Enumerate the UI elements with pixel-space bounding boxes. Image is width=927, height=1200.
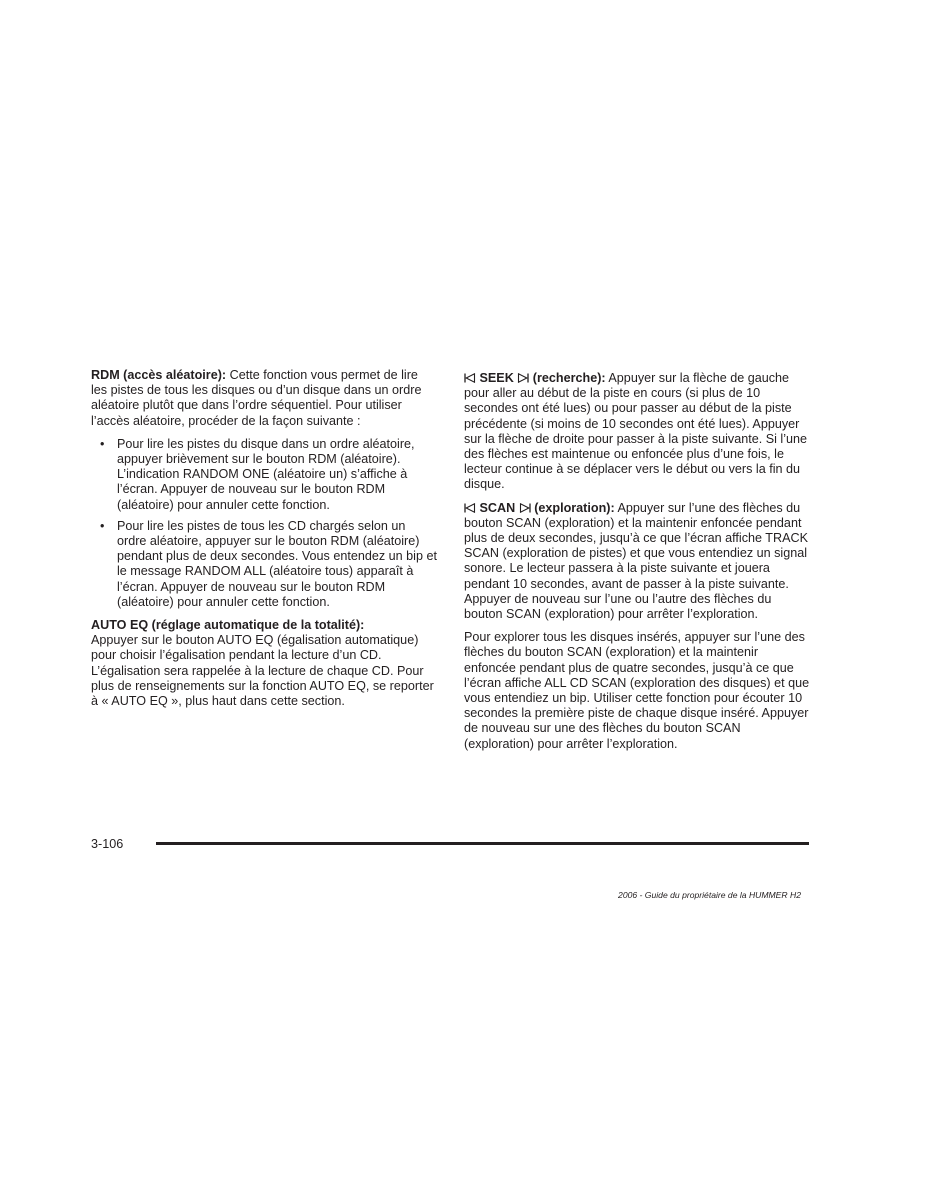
bullet-icon: • bbox=[100, 436, 105, 451]
seek-text: Appuyer sur la flèche de gauche pour aller au début de la piste en cours (si plus de 10 secondes ont été lues) ou pour passer au début de la piste précédente (si moins de 10 secondes ont été lues). Appuyer sur la flèche de droite pour passer à la piste suivante. Si l’une des flèches est maintenue ou enfoncée plus d’une fois, le lecteur continue à se déplacer vers le début ou vers la fin du disque. bbox=[464, 371, 808, 492]
footer-text: 2006 - Guide du propriétaire de la HUMMER H2 bbox=[618, 890, 801, 900]
list-item bbox=[91, 519, 437, 610]
rdm-text: Cette fonction vous permet de lire les pistes de tous les disques ou d’un disque dans un ordre aléatoire plutôt que dans l’ordre séquentiel. Pour utiliser l’accès aléatoire, procéder de la façon suivante : bbox=[91, 368, 422, 428]
rdm-bullet-list bbox=[91, 437, 437, 610]
scan-back-icon bbox=[464, 503, 476, 513]
autoeq-text: Appuyer sur le bouton AUTO EQ (égalisation automatique) pour choisir l’égalisation pendant la lecture d’un CD. L’égalisation sera rappelée à la lecture de chaque CD. Pour plus de renseignements sur la fonction AUTO EQ, se reporter à « AUTO EQ », plus haut dans cette section. bbox=[91, 633, 434, 709]
seek-paragraph bbox=[464, 371, 810, 493]
scan-forward-icon bbox=[519, 503, 531, 513]
list-item bbox=[91, 437, 437, 513]
autoeq-heading: AUTO EQ (réglage automatique de la totalité): bbox=[91, 618, 365, 633]
right-column bbox=[464, 371, 810, 760]
seek-forward-icon bbox=[517, 373, 529, 383]
scan-text: Appuyer sur l’une des flèches du bouton SCAN (exploration) et la maintenir enfoncée pendant plus de deux secondes, jusqu’à ce que l’écran affiche TRACK SCAN (exploration de pistes) et que vous entendiez un signal sonore. Le lecteur passera à la piste suivante et jouera pendant 10 secondes, avant de passer à la piste suivante. Appuyer de nouveau sur l’une ou l’autre des flèches du bouton SCAN (exploration) pour arrêter l’exploration. bbox=[464, 500, 808, 622]
seek-back-icon bbox=[464, 373, 476, 383]
bullet-icon: • bbox=[100, 518, 105, 533]
scan-paragraph bbox=[464, 501, 810, 623]
scan-suffix: (exploration): bbox=[534, 500, 615, 515]
footer-rule bbox=[156, 842, 809, 845]
rdm-heading: RDM (accès aléatoire): bbox=[91, 368, 227, 382]
seek-suffix: (recherche): bbox=[532, 371, 606, 385]
scan-all-paragraph bbox=[464, 630, 810, 752]
page-number: 3-106 bbox=[91, 837, 124, 851]
seek-label: SEEK bbox=[479, 371, 514, 385]
rdm-paragraph bbox=[91, 368, 437, 429]
bullet-text: Pour lire les pistes de tous les CD chargés selon un ordre aléatoire, appuyer sur le bouton RDM (aléatoire) pendant plus de deux secondes. Vous entendez un bip et le message RANDOM ALL (aléatoire tous) apparaît à l’écran. Appuyer de nouveau sur le bouton RDM (aléatoire) pour annuler cette fonction. bbox=[117, 518, 437, 609]
bullet-text: Pour lire les pistes du disque dans un ordre aléatoire, appuyer brièvement sur le bouton RDM (aléatoire). L’indication RANDOM ONE (aléatoire un) s’affiche à l’écran. Appuyer de nouveau sur le bouton RDM (aléatoire) pour annuler cette fonction. bbox=[117, 436, 415, 512]
left-column bbox=[91, 368, 437, 717]
scan-label: SCAN bbox=[479, 500, 516, 515]
autoeq-paragraph bbox=[91, 618, 437, 709]
scan-all-text: Pour explorer tous les disques insérés, appuyer sur l’une des flèches du bouton SCAN (exploration) et la maintenir enfoncée pendant plus de quatre secondes, jusqu’à ce que l’écran affiche ALL CD SCAN (exploration des disques) et que vous entendiez un bip. Utiliser cette fonction pour écouter 10 secondes la première piste de chaque disque inséré. Appuyer de nouveau sur une des flèches du bouton SCAN (exploration) pour arrêter l’exploration. bbox=[464, 630, 810, 751]
